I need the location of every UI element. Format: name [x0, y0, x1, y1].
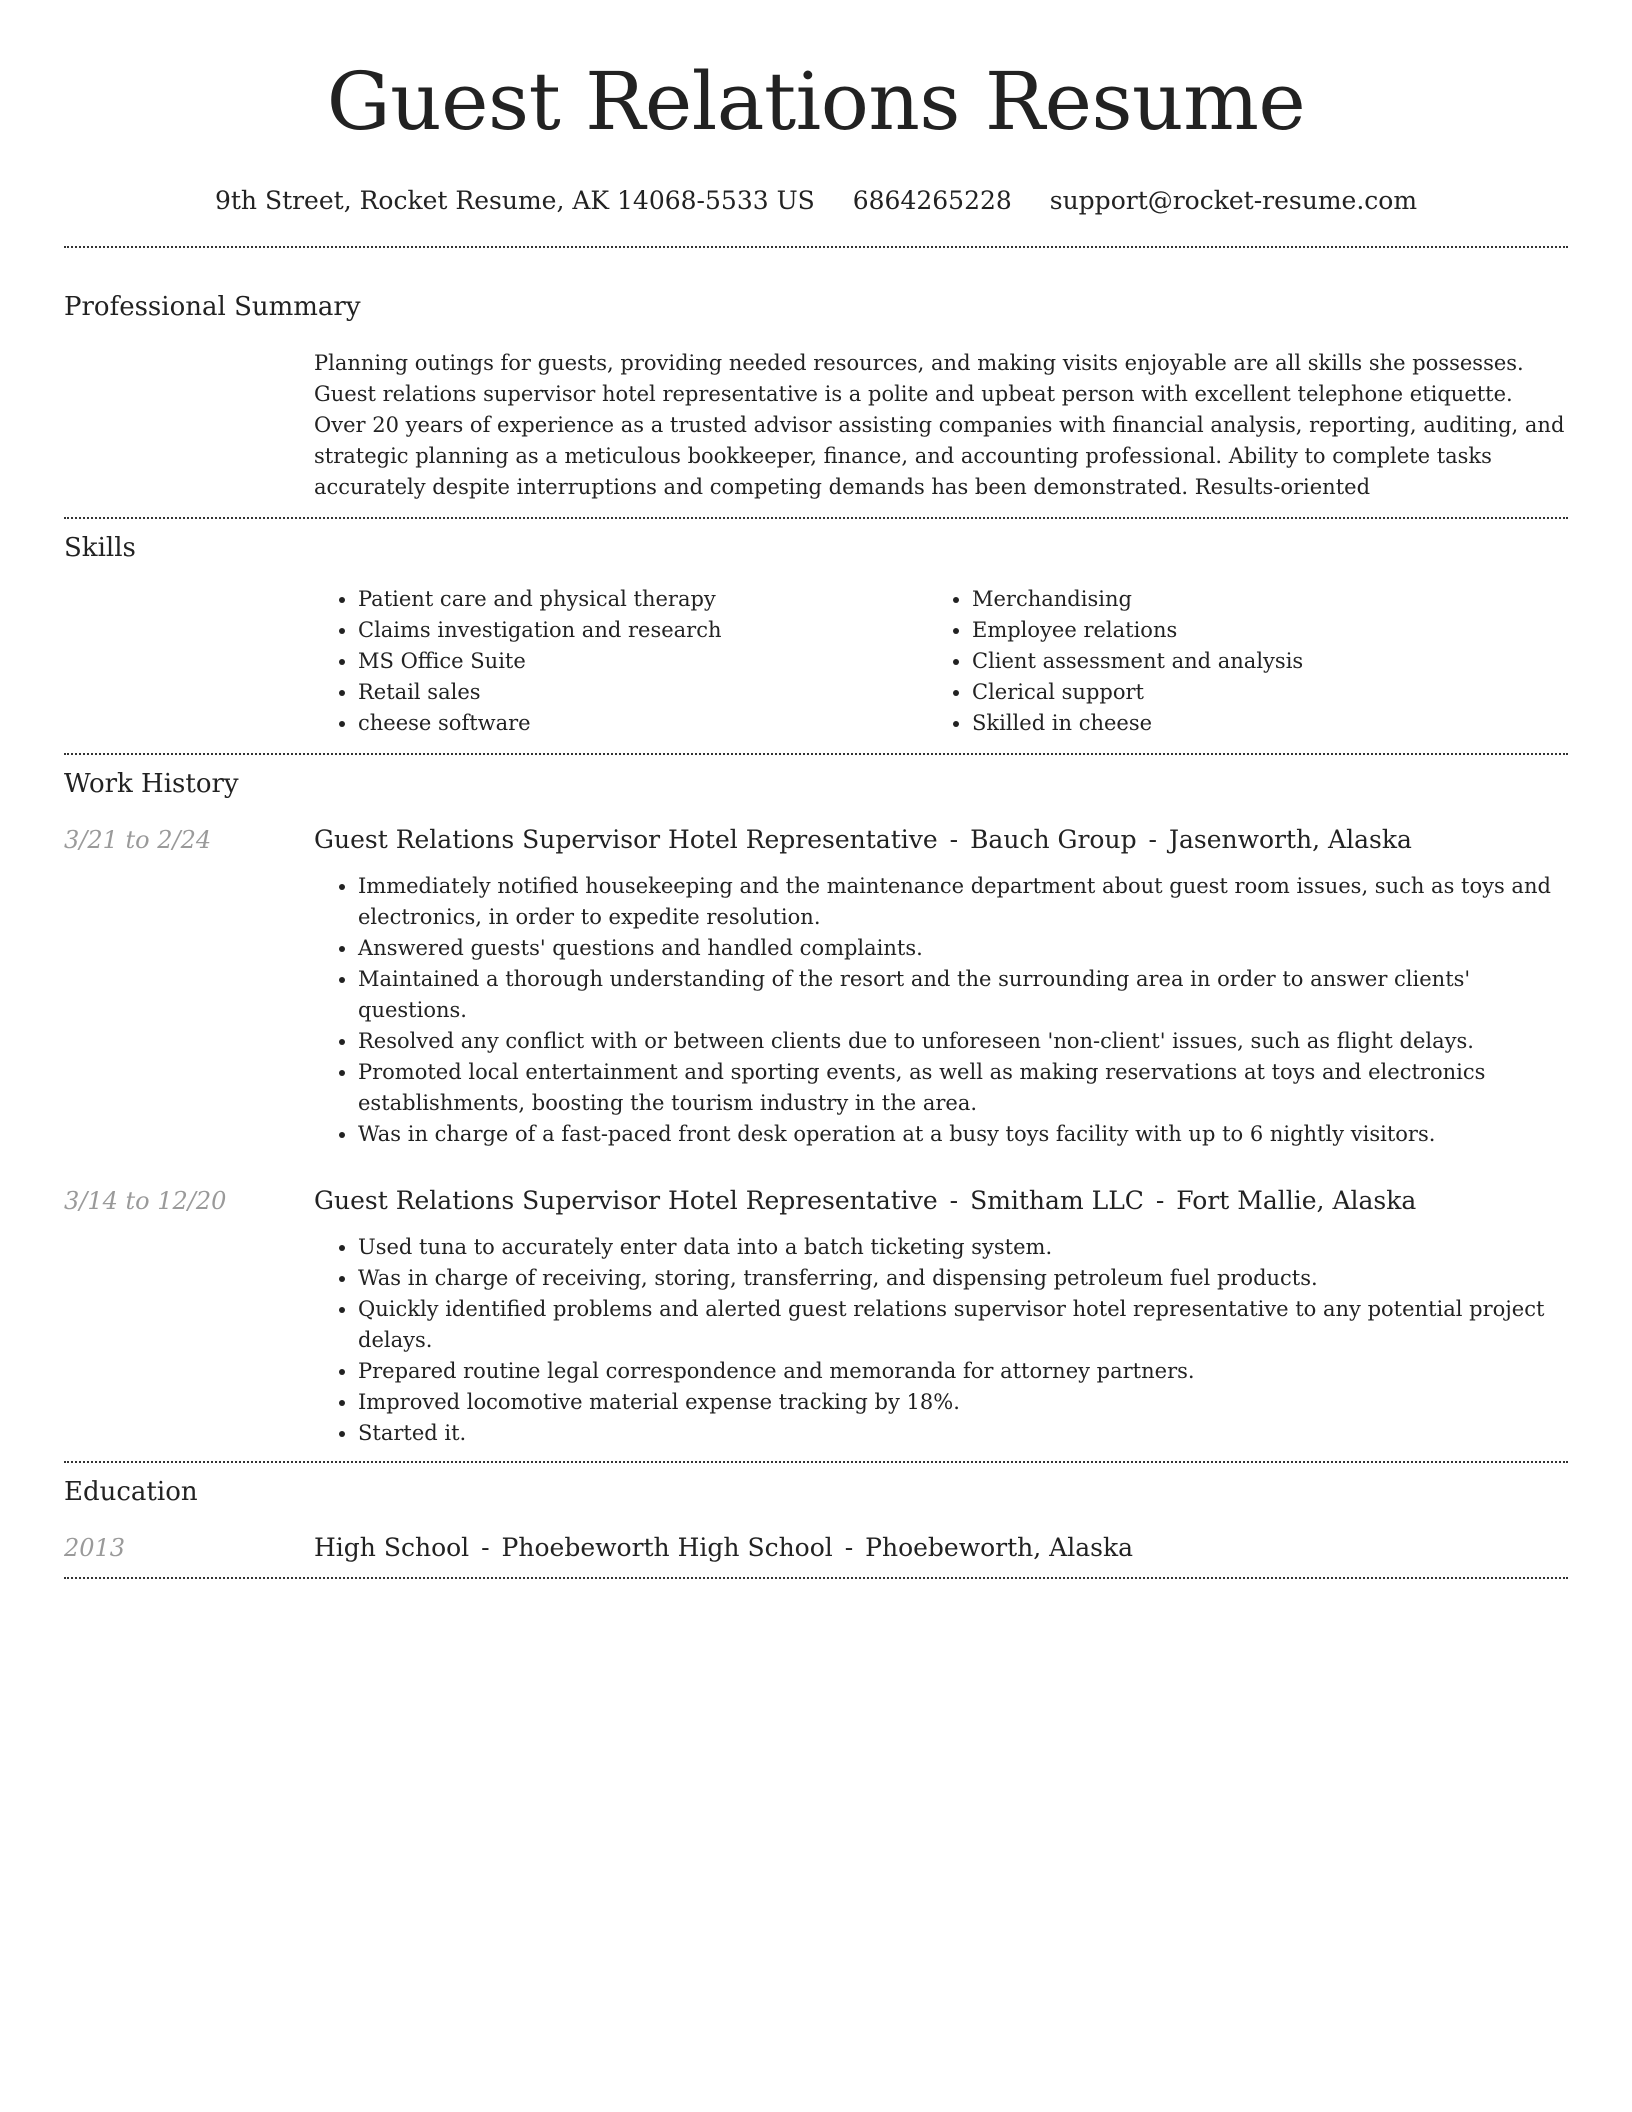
separator: - — [949, 825, 959, 854]
job-bullet: • Resolved any conflict with or between clients due to unforeseen 'non-client' issues, such as flight delays. — [358, 1026, 1568, 1057]
separator: - — [1155, 1186, 1165, 1215]
job-bullet: • Answered guests' questions and handled complaints. — [358, 933, 1568, 964]
contact-line — [64, 184, 1568, 218]
contact-email: support@rocket-resume.com — [1049, 186, 1418, 215]
education-entry — [64, 1531, 1568, 1565]
job-bullet: • Was in charge of receiving, storing, transferring, and dispensing petroleum fuel products. — [358, 1263, 1568, 1294]
job-bullet: • Immediately notified housekeeping and the maintenance department about guest room issues, such as toys and electronics, in order to expedite resolution. — [358, 871, 1568, 933]
skill-item: • Client assessment and analysis — [972, 646, 1532, 677]
divider — [64, 1577, 1568, 1579]
job-heading — [314, 823, 1568, 857]
job-title: Guest Relations Supervisor Hotel Representative — [314, 1186, 938, 1215]
separator: - — [1148, 825, 1157, 854]
job-entry — [64, 823, 1568, 1150]
divider — [64, 1461, 1568, 1463]
contact-phone: 6864265228 — [852, 186, 1012, 215]
summary-text: Planning outings for guests, providing needed resources, and making visits enjoyable are all skills she possesses. Guest relations supervisor hotel representative is a polite and upbeat person with excellent telephone etiquette. Over 20 years of experience as a trusted advisor assisting companies with financial analysis, reporting, auditing, and strategic planning as a meticulous bookkeeper, finance, and accounting professional. Ability to complete tasks accurately despite interruptions and competing demands has been demonstrated. Results-oriented — [314, 351, 1565, 499]
resume-title: Guest Relations Resume — [326, 55, 1306, 148]
job-bullets — [314, 871, 1568, 1150]
job-bullet: • Prepared routine legal correspondence and memoranda for attorney partners. — [358, 1356, 1568, 1387]
education-degree: High School — [314, 1533, 470, 1562]
job-location: Jasenworth, Alaska — [1168, 825, 1412, 854]
job-dates: 3/14 to 12/20 — [64, 1187, 227, 1215]
separator: - — [844, 1533, 854, 1562]
skills-heading: Skills — [64, 533, 136, 563]
job-location: Fort Mallie, Alaska — [1176, 1186, 1417, 1215]
skill-item: • Claims investigation and research — [358, 615, 928, 646]
separator: - — [481, 1533, 490, 1562]
skills-column-1 — [314, 584, 928, 739]
education-location: Phoebeworth, Alaska — [865, 1533, 1134, 1562]
skill-item: • Employee relations — [972, 615, 1532, 646]
skill-item: • Merchandising — [972, 584, 1532, 615]
job-bullet: • Used tuna to accurately enter data into a batch ticketing system. — [358, 1232, 1568, 1263]
job-company: Bauch Group — [970, 825, 1137, 854]
skill-item: • Retail sales — [358, 677, 928, 708]
contact-address: 9th Street, Rocket Resume, AK 14068-5533 US — [214, 186, 815, 215]
job-details — [314, 823, 1568, 1150]
summary-heading: Professional Summary — [64, 292, 361, 322]
education-heading: Education — [64, 1477, 198, 1507]
job-bullets — [314, 1232, 1568, 1449]
education-year: 2013 — [64, 1534, 126, 1562]
education-heading-line — [314, 1531, 1133, 1565]
job-entry — [64, 1184, 1568, 1449]
job-dates: 3/21 to 2/24 — [64, 826, 212, 854]
job-bullet: • Quickly identified problems and alerted guest relations supervisor hotel representative to any potential project delays. — [358, 1294, 1568, 1356]
skills-list — [314, 584, 1568, 739]
job-bullet: • Improved locomotive material expense tracking by 18%. — [358, 1387, 1568, 1418]
skill-item: • Patient care and physical therapy — [358, 584, 928, 615]
job-heading — [314, 1184, 1568, 1218]
job-bullet: • Started it. — [358, 1418, 1568, 1449]
separator: - — [949, 1186, 959, 1215]
divider — [64, 246, 1568, 248]
job-details — [314, 1184, 1568, 1449]
divider — [64, 517, 1568, 519]
skill-item: • cheese software — [358, 708, 928, 739]
education-school: Phoebeworth High School — [501, 1533, 833, 1562]
divider — [64, 753, 1568, 755]
job-bullet: • Was in charge of a fast-paced front desk operation at a busy toys facility with up to 6 nightly visitors. — [358, 1119, 1568, 1150]
job-bullet: • Maintained a thorough understanding of the resort and the surrounding area in order to answer clients' questions. — [358, 964, 1568, 1026]
skill-item: • Skilled in cheese — [972, 708, 1532, 739]
work-history-heading: Work History — [64, 769, 239, 799]
job-company: Smitham LLC — [970, 1186, 1144, 1215]
skill-item: • MS Office Suite — [358, 646, 928, 677]
job-title: Guest Relations Supervisor Hotel Representative — [314, 825, 938, 854]
skill-item: • Clerical support — [972, 677, 1532, 708]
skills-column-2 — [928, 584, 1532, 739]
job-bullet: • Promoted local entertainment and sporting events, as well as making reservations at toys and electronics establishments, boosting the tourism industry in the area. — [358, 1057, 1568, 1119]
